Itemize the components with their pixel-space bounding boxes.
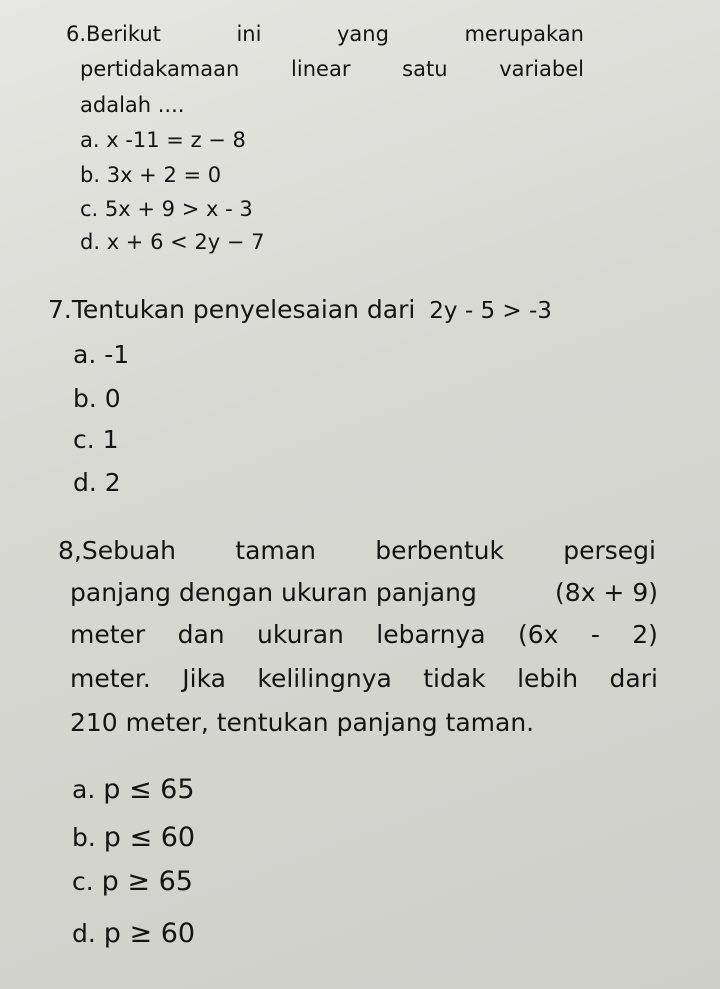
question-7-option-a: [73, 340, 129, 369]
question-8-word: kelilingnya: [257, 664, 392, 693]
question-8-option-c: [72, 866, 193, 897]
option-label: b.: [80, 163, 101, 187]
question-8-length-expression: (8x + 9): [555, 578, 658, 607]
option-text: 1: [102, 425, 119, 454]
question-6-word: ini: [236, 22, 262, 46]
question-8-word: dan: [177, 620, 225, 649]
option-label: c.: [72, 867, 94, 896]
option-text: 5x + 9 > x - 3: [104, 197, 253, 221]
question-8-word: 8,Sebuah: [58, 536, 176, 565]
question-8-option-d: [72, 918, 195, 949]
question-6-option-d: [80, 230, 264, 254]
question-8-line-3: [70, 620, 658, 649]
option-label: d.: [80, 230, 101, 254]
question-8-word: berbentuk: [375, 536, 504, 565]
option-text: 2: [104, 468, 121, 497]
option-label: b.: [73, 384, 97, 413]
question-6-word: linear: [291, 57, 351, 81]
question-6-word: satu: [402, 57, 448, 81]
question-8-word: dari: [609, 664, 658, 693]
question-8-word: meter.: [70, 664, 151, 693]
question-7-option-c: [73, 425, 119, 454]
question-8-word: ukuran: [257, 620, 344, 649]
question-8-line-1: [58, 536, 656, 565]
question-7-expression: 2y - 5 > -3: [429, 298, 552, 324]
option-text: x -11 = z − 8: [106, 128, 246, 152]
question-7-option-b: [73, 384, 121, 413]
question-6-line-2: [80, 57, 584, 81]
question-8-word: meter: [70, 620, 146, 649]
question-8-line-2: [70, 578, 658, 607]
option-label: b.: [72, 823, 96, 852]
question-8-word: Jika: [182, 664, 226, 693]
question-6-line-1: [66, 22, 584, 46]
option-text: p ≥ 60: [103, 918, 196, 949]
question-8-line-4: [70, 664, 658, 693]
question-8-word: panjang dengan ukuran panjang: [70, 578, 477, 607]
option-text: p ≤ 65: [103, 774, 195, 805]
question-8-width-expression: (6x: [517, 620, 559, 649]
option-text: -1: [104, 340, 130, 369]
option-label: a.: [80, 128, 100, 152]
question-8-word: lebih: [517, 664, 579, 693]
question-6-word: yang: [336, 22, 389, 46]
option-text: p ≥ 65: [101, 866, 193, 897]
question-7-stem: [48, 295, 552, 324]
question-8-option-a: [72, 774, 195, 805]
question-8-option-b: [72, 822, 195, 853]
question-6-word: pertidakamaan: [80, 57, 240, 81]
question-6-option-a: [80, 128, 246, 152]
option-text: 3x + 2 = 0: [106, 163, 222, 187]
question-6-word: merupakan: [464, 22, 584, 46]
question-7-number: 7.: [48, 295, 72, 324]
question-8-word: tidak: [423, 664, 486, 693]
question-8-width-expression: 2): [632, 620, 658, 649]
question-6-line-3: adalah ....: [80, 93, 185, 117]
option-text: 0: [104, 384, 121, 413]
question-8-word: lebarnya: [376, 620, 486, 649]
question-7-option-d: [73, 468, 121, 497]
option-label: c.: [80, 197, 99, 221]
option-text: x + 6 < 2y − 7: [106, 230, 265, 254]
option-label: a.: [73, 340, 97, 369]
question-7-text: Tentukan penyelesaian dari: [71, 295, 416, 324]
option-label: a.: [72, 775, 96, 804]
option-label: d.: [73, 468, 97, 497]
question-8-width-expression: -: [590, 620, 600, 649]
option-label: c.: [73, 425, 95, 454]
option-text: p ≤ 60: [103, 822, 196, 853]
question-6-word: variabel: [499, 57, 584, 81]
question-8-word: persegi: [563, 536, 656, 565]
question-8-word: taman: [235, 536, 316, 565]
option-label: d.: [72, 919, 96, 948]
question-6-option-b: [80, 163, 221, 187]
question-6-option-c: [80, 197, 253, 221]
question-8-line-5: 210 meter, tentukan panjang taman.: [70, 708, 535, 737]
question-6-word: 6.Berikut: [66, 22, 161, 46]
